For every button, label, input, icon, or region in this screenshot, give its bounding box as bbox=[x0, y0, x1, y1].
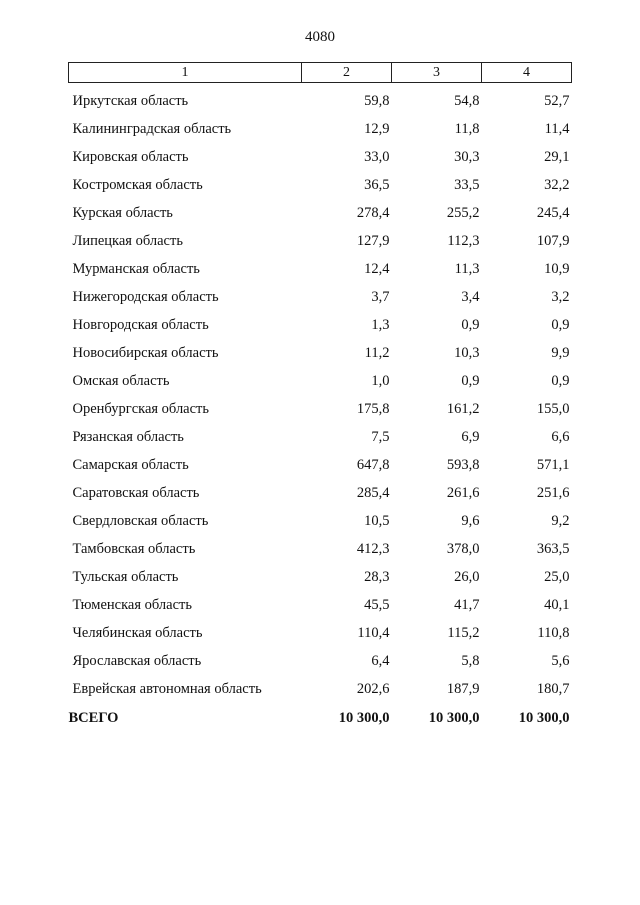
value-col-2: 36,5 bbox=[364, 177, 390, 193]
value-col-2: 59,8 bbox=[364, 93, 390, 109]
region-name: Тульская область bbox=[72, 569, 179, 585]
value-col-4: 6,6 bbox=[551, 429, 570, 445]
region-name: Новгородская область bbox=[72, 317, 209, 333]
region-name: Нижегородская область bbox=[72, 289, 219, 305]
value-col-3: 187,9 bbox=[446, 681, 480, 697]
table-row bbox=[69, 115, 572, 143]
table-row bbox=[69, 255, 572, 283]
data-table bbox=[68, 62, 572, 733]
table-footer bbox=[69, 703, 572, 733]
value-col-2: 202,6 bbox=[356, 681, 390, 697]
table-row bbox=[69, 367, 572, 395]
page-number: 4080 bbox=[305, 29, 335, 45]
value-col-4: 40,1 bbox=[544, 597, 570, 613]
value-col-4: 11,4 bbox=[544, 121, 570, 137]
table-row bbox=[69, 283, 572, 311]
table-row bbox=[69, 83, 572, 116]
region-name: Иркутская область bbox=[72, 93, 189, 109]
region-name: Кировская область bbox=[72, 149, 189, 165]
value-col-3: 255,2 bbox=[446, 205, 480, 221]
table-row bbox=[69, 423, 572, 451]
value-col-3: 5,8 bbox=[461, 653, 480, 669]
value-col-3: 41,7 bbox=[454, 597, 480, 613]
value-col-2: 11,2 bbox=[364, 345, 390, 361]
table-body bbox=[69, 83, 572, 704]
value-col-2: 278,4 bbox=[356, 205, 390, 221]
total-label: ВСЕГО bbox=[68, 710, 119, 726]
value-col-4: 32,2 bbox=[544, 177, 570, 193]
value-col-4: 107,9 bbox=[536, 233, 570, 249]
value-col-4: 10,9 bbox=[544, 261, 570, 277]
value-col-4: 9,2 bbox=[551, 513, 570, 529]
value-col-4: 571,1 bbox=[536, 457, 570, 473]
value-col-3: 11,3 bbox=[454, 261, 480, 277]
value-col-4: 180,7 bbox=[536, 681, 570, 697]
header-row bbox=[69, 63, 572, 83]
value-col-3: 0,9 bbox=[461, 373, 480, 389]
value-col-2: 175,8 bbox=[356, 401, 390, 417]
table-header bbox=[69, 63, 572, 83]
value-col-4: 0,9 bbox=[551, 373, 570, 389]
region-name: Тюменская область bbox=[72, 597, 192, 613]
value-col-4: 25,0 bbox=[544, 569, 570, 585]
value-col-3: 26,0 bbox=[454, 569, 480, 585]
value-col-2: 127,9 bbox=[356, 233, 390, 249]
value-col-2: 7,5 bbox=[371, 429, 390, 445]
value-col-2: 28,3 bbox=[364, 569, 390, 585]
value-col-4: 3,2 bbox=[551, 289, 570, 305]
value-col-4: 245,4 bbox=[536, 205, 570, 221]
region-name: Костромская область bbox=[72, 177, 203, 193]
value-col-3: 0,9 bbox=[461, 317, 480, 333]
total-row bbox=[69, 703, 572, 733]
value-col-4: 5,6 bbox=[551, 653, 570, 669]
value-col-4: 110,8 bbox=[537, 625, 570, 641]
value-col-2: 12,9 bbox=[364, 121, 390, 137]
total-value-2: 10 300,0 bbox=[338, 710, 390, 726]
table-row bbox=[69, 339, 572, 367]
table-row bbox=[69, 647, 572, 675]
value-col-3: 9,6 bbox=[461, 513, 480, 529]
value-col-3: 112,3 bbox=[447, 233, 480, 249]
column-header-1: 1 bbox=[69, 63, 302, 83]
region-name: Ярославская область bbox=[72, 653, 202, 669]
region-name: Челябинская область bbox=[72, 625, 203, 641]
table-row bbox=[69, 311, 572, 339]
table-row bbox=[69, 563, 572, 591]
table-row bbox=[69, 227, 572, 255]
value-col-2: 412,3 bbox=[356, 541, 390, 557]
table-row bbox=[69, 479, 572, 507]
region-name: Саратовская область bbox=[72, 485, 200, 501]
region-name: Омская область bbox=[72, 373, 170, 389]
value-col-3: 30,3 bbox=[454, 149, 480, 165]
region-name: Липецкая область bbox=[72, 233, 183, 249]
table-row bbox=[69, 395, 572, 423]
value-col-3: 378,0 bbox=[446, 541, 480, 557]
value-col-4: 29,1 bbox=[544, 149, 570, 165]
value-col-3: 3,4 bbox=[461, 289, 480, 305]
total-value-4: 10 300,0 bbox=[518, 710, 570, 726]
region-name: Рязанская область bbox=[72, 429, 184, 445]
value-col-4: 52,7 bbox=[544, 93, 570, 109]
value-col-3: 115,2 bbox=[447, 625, 480, 641]
value-col-3: 6,9 bbox=[461, 429, 480, 445]
column-header-4: 4 bbox=[482, 63, 572, 83]
value-col-4: 9,9 bbox=[551, 345, 570, 361]
table-row bbox=[69, 591, 572, 619]
table-row bbox=[69, 535, 572, 563]
value-col-2: 647,8 bbox=[356, 457, 390, 473]
value-col-4: 155,0 bbox=[536, 401, 570, 417]
value-col-3: 261,6 bbox=[446, 485, 480, 501]
value-col-3: 11,8 bbox=[454, 121, 480, 137]
table-row bbox=[69, 619, 572, 647]
value-col-4: 251,6 bbox=[536, 485, 570, 501]
table-row bbox=[69, 451, 572, 479]
value-col-2: 110,4 bbox=[357, 625, 390, 641]
region-name: Свердловская область bbox=[72, 513, 209, 529]
value-col-2: 6,4 bbox=[371, 653, 390, 669]
column-header-3: 3 bbox=[392, 63, 482, 83]
region-name: Оренбургская область bbox=[72, 401, 210, 417]
value-col-2: 1,0 bbox=[371, 373, 390, 389]
region-name: Еврейская автономная область bbox=[72, 681, 262, 697]
region-name: Калининградская область bbox=[72, 121, 232, 137]
value-col-4: 0,9 bbox=[551, 317, 570, 333]
table-row bbox=[69, 199, 572, 227]
value-col-3: 593,8 bbox=[446, 457, 480, 473]
value-col-2: 45,5 bbox=[364, 597, 390, 613]
value-col-2: 33,0 bbox=[364, 149, 390, 165]
value-col-3: 33,5 bbox=[454, 177, 480, 193]
value-col-3: 54,8 bbox=[454, 93, 480, 109]
region-name: Тамбовская область bbox=[72, 541, 196, 557]
region-name: Самарская область bbox=[72, 457, 189, 473]
value-col-2: 285,4 bbox=[356, 485, 390, 501]
value-col-2: 12,4 bbox=[364, 261, 390, 277]
table-row bbox=[69, 507, 572, 535]
value-col-2: 1,3 bbox=[371, 317, 390, 333]
table-row bbox=[69, 143, 572, 171]
value-col-3: 10,3 bbox=[454, 345, 480, 361]
region-name: Мурманская область bbox=[72, 261, 200, 277]
region-name: Новосибирская область bbox=[72, 345, 219, 361]
table-row bbox=[69, 675, 572, 703]
value-col-2: 3,7 bbox=[371, 289, 390, 305]
value-col-4: 363,5 bbox=[536, 541, 570, 557]
value-col-2: 10,5 bbox=[364, 513, 390, 529]
table-row bbox=[69, 171, 572, 199]
region-name: Курская область bbox=[72, 205, 173, 221]
total-value-3: 10 300,0 bbox=[428, 710, 480, 726]
value-col-3: 161,2 bbox=[446, 401, 480, 417]
column-header-2: 2 bbox=[302, 63, 392, 83]
